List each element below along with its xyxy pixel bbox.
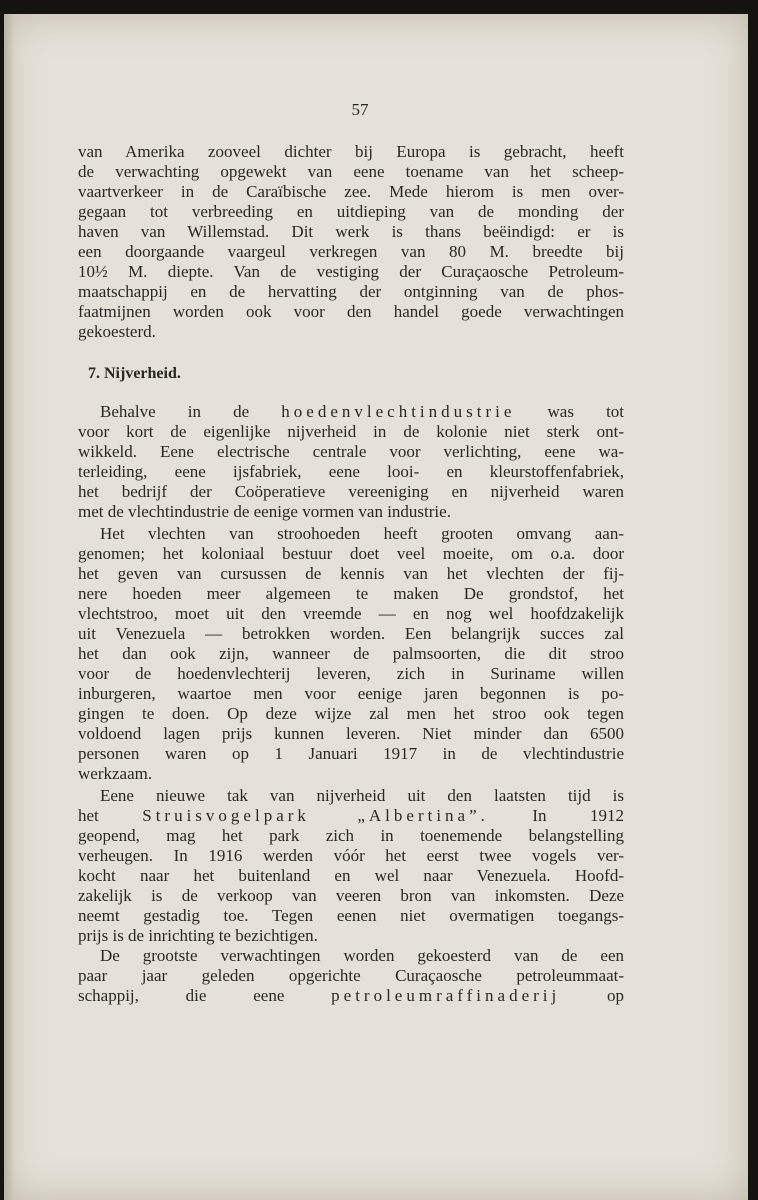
text-line: maatschappij en de hervatting der ontginning van de phos-	[78, 282, 624, 301]
spaced-term: petroleumraffinaderij	[331, 986, 561, 1005]
text-line: nere hoeden meer algemeen te maken De grondstof, het	[78, 584, 624, 603]
text-line: Het vlechten van stroohoeden heeft grooten omvang aan-	[100, 524, 624, 543]
paragraph-4	[78, 786, 624, 946]
text-span: het	[78, 806, 99, 825]
text-line: zakelijk is de verkoop van veeren bron van inkomsten. Deze	[78, 886, 624, 905]
text-line: genomen; het koloniaal bestuur doet veel moeite, om o.a. door	[78, 544, 624, 563]
text-line: gegaan tot verbreeding en uitdieping van de monding der	[78, 202, 624, 221]
text-span: was tot	[547, 402, 625, 421]
text-line: inburgeren, waartoe men voor eenige jaren begonnen is po-	[78, 684, 624, 703]
text-span: Behalve in de	[100, 402, 250, 421]
text-line: De grootste verwachtingen worden gekoesterd van de een	[100, 946, 624, 965]
text-span: In 1912	[532, 806, 624, 825]
text-line	[78, 806, 624, 826]
text-span: op	[607, 986, 625, 1005]
text-line: van Amerika zooveel dichter bij Europa is gebracht, heeft	[78, 142, 624, 161]
text-line: terleiding, eene ijsfabriek, eene looi- en kleurstoffenfabriek,	[78, 462, 624, 481]
text-line: personen waren op 1 Januari 1917 in de vlechtindustrie	[78, 744, 624, 763]
paragraph-5	[78, 946, 624, 1006]
page-number: 57	[351, 100, 369, 119]
text-line: het bedrijf der Coöperatieve vereeniging en nijverheid waren	[78, 482, 624, 501]
text-line: paar jaar geleden opgerichte Curaçaosche petroleummaat-	[78, 966, 624, 985]
spaced-term: hoedenvlechtindustrie	[281, 402, 516, 421]
spaced-term: Struisvogelpark „Albertina”.	[142, 806, 489, 825]
text-line: verheugen. In 1916 werden vóór het eerst twee vogels ver-	[78, 846, 624, 865]
text-line: voldoend lagen prijs kunnen leveren. Niet minder dan 6500	[78, 724, 624, 743]
text-line: de verwachting opgewekt van eene toename van het scheep-	[78, 162, 624, 181]
text-line: gingen te doen. Op deze wijze zal men het stroo ook tegen	[78, 704, 624, 723]
text-line	[78, 402, 624, 422]
text-span: schappij, die eene	[78, 986, 285, 1005]
text-line: geopend, mag het park zich in toenemende belangstelling	[78, 826, 624, 845]
text-line: vlechtstroo, moet uit den vreemde — en nog wel hoofdzakelijk	[78, 604, 624, 623]
text-line: kocht naar het buitenland en wel naar Venezuela. Hoofd-	[78, 866, 624, 885]
book-page	[4, 14, 748, 1200]
text-line: 10½ M. diepte. Van de vestiging der Curaçaosche Petroleum-	[78, 262, 624, 281]
text-line: voor kort de eigenlijke nijverheid in de kolonie niet sterk ont-	[78, 422, 624, 441]
text-line: gekoesterd.	[78, 322, 156, 341]
text-line: prijs is de inrichting te bezichtigen.	[78, 926, 318, 945]
paragraph-1	[78, 142, 624, 342]
section-heading: 7. Nijverheid.	[88, 365, 181, 382]
paragraph-3	[78, 524, 624, 784]
text-line: faatmijnen worden ook voor den handel goede verwachtingen	[78, 302, 624, 321]
paragraph-2	[78, 402, 624, 522]
page-edge-shadow	[4, 14, 14, 1200]
text-line: uit Venezuela — betrokken worden. Een belangrijk succes zal	[78, 624, 624, 643]
text-line	[78, 986, 624, 1006]
text-line: werkzaam.	[78, 764, 153, 783]
text-line: Eene nieuwe tak van nijverheid uit den laatsten tijd is	[100, 786, 624, 805]
text-line: een doorgaande vaargeul verkregen van 80 M. breedte bij	[78, 242, 624, 261]
body-text	[78, 142, 624, 1006]
text-line: het geven van cursussen de kennis van het vlechten der fij-	[78, 564, 624, 583]
text-line: vaartverkeer in de Caraïbische zee. Mede hierom is men over-	[78, 182, 624, 201]
text-line: wikkeld. Eene electrische centrale voor verlichting, eene wa-	[78, 442, 624, 461]
text-line: het dan ook zijn, wanneer de palmsoorten, die dit stroo	[78, 644, 624, 663]
text-line: voor de hoedenvlechterij leveren, zich in Suriname willen	[78, 664, 624, 683]
text-line: haven van Willemstad. Dit werk is thans beëindigd: er is	[78, 222, 624, 241]
text-line: neemt gestadig toe. Tegen eenen niet overmatigen toegangs-	[78, 906, 624, 925]
text-line: met de vlechtindustrie de eenige vormen van industrie.	[78, 502, 451, 521]
